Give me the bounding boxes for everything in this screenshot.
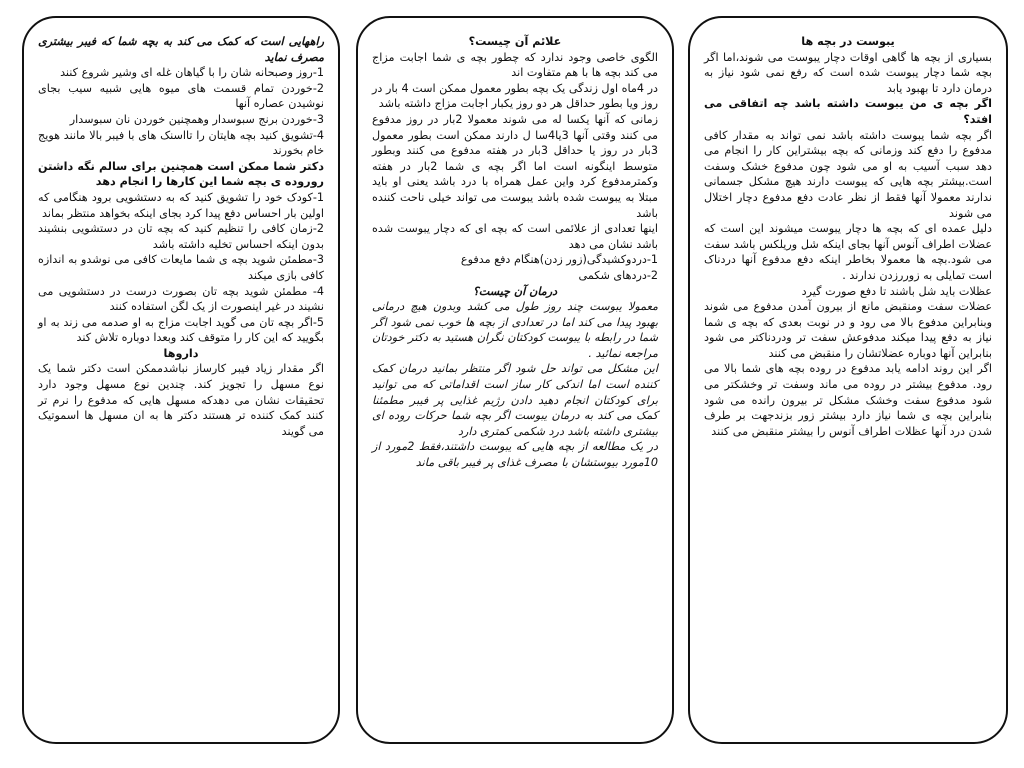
treatment-heading: درمان آن چیست؟: [472, 284, 558, 298]
fiber-tip-3: 3-خوردن برنج سبوسدار وهمچنین خوردن نان سبوسدار: [69, 112, 324, 126]
symptoms-paragraph-4: اینها تعدادی از علائمی است که بچه ای که دچار یبوست شده باشد نشان می دهد: [372, 222, 658, 251]
treatment-paragraph-3: در یک مطالعه از بچه هایی که یبوست داشتند،فقط 2مورد از 10مورد بیوستشان با مصرف غذای پر فیبر باقی ماند: [372, 440, 658, 470]
fiber-tip-1: 1-روز وصبحانه شان را با گیاهان غله ای وشیر شروع کنند: [60, 66, 324, 80]
muscles-note: عظلات باید شل باشند تا دفع صورت گیرد: [801, 284, 992, 298]
fiber-tip-4: 4-تشویق کنید بچه هایتان را تااسنک های با فیبر بالا مانند هویج خام بخورند: [38, 128, 324, 158]
right-panel: [688, 16, 1008, 744]
doctor-advice-4: 4- مطمئن شوید بچه تان بصورت درست در دستشویی می نشیند در غیر اینصورت از یک لگن استفاده کنند: [38, 284, 324, 314]
main-cause-paragraph: دلیل عمده ای که بچه ها دچار یبوست میشوند این است که عضلات اطراف آنوس آنها بجای اینکه شل وریلکس باشد سفت می شود.بچه ها معمولا بخاطر اینکه دفع مدفوع آنها دردناک است تمایلی به زوررزدن ندارند .: [704, 222, 992, 282]
medicines-heading: داروها: [163, 346, 199, 360]
what-happens-paragraph: اگر بچه شما یبوست داشته باشد نمی تواند به مقدار کافی مدفوع را دفع کند وزمانی که بچه بیشتراین کار را انجام می دهد سبب آسیب به او می شود چون مدفوع خشک وسفت است.بیشتر بچه هایی که یبوست دارند هیچ مشکل جسمانی ندارند معمولا آنها فقط از نظر عادت دفع مدفوع دچار اختلال می شوند: [704, 128, 992, 220]
fiber-tip-2: 2-خوردن تمام قسمت های میوه هایی شبیه سیب بجای نوشیدن عصاره آنها: [38, 81, 324, 111]
symptoms-heading: علائم آن چیست؟: [468, 35, 562, 48]
symptom-item-2: 2-دردهای شکمی: [578, 268, 658, 282]
doctor-advice-1: 1-کودک خود را تشویق کنید که به دستشویی برود هنگامی که اولین بار احساس دفع پیدا کرد بجای اینکه بخواهد منتظر بماند: [38, 190, 324, 220]
symptoms-paragraph-3: زمانی که آنها یکسا له می شوند معمولا 2بار در روز مدفوع می کنند وقتی آنها 3یا4سا ل دارند ممکن است بطور معمول 3بار در روز یا حداقل 3بار در هفته مدفوع می کنند وبطور متوسط اینگونه است اما اگر بچه ی شما 2بار در هفته وکمترمدفوع کرد واین عمل همراه با درد باشد یعنی او باید مبتلا به یبوست شده باشد یبوست می تواند خیلی ناحت کننده باشد: [372, 112, 659, 220]
middle-panel: [356, 16, 674, 744]
right-column-text: [704, 34, 992, 439]
middle-column-text: [372, 34, 658, 471]
doctor-advice-heading: دکتر شما ممکن است همچنین برای سالم نگه داشتن روروده ی بچه شما این کارها را انجام دهد: [38, 159, 324, 189]
doctor-advice-3: 3-مطمئن شوید بچه ی شما مایعات کافی می نوشدو به اندازه کافی بازی میکند: [38, 253, 324, 282]
left-panel: [22, 16, 340, 744]
cycle-paragraph: اگر این روند ادامه یابد مدفوع در روده بچه های شما بالا می رود. مدفوع بیشتر در روده می ماند وسفت تر وخشکتر می شود مدفوع سفت وخشک مشکل تر بیرون رانده می شود بنابراین بچه ی شما نیاز دارد بیشتر زور بزندجهت بر طرف شدن درد آنها عظلات اطراف آنوس را بیشتر منقبض می کنند: [704, 362, 992, 438]
left-panel-title: راههایی است که کمک می کند به بچه شما که فیبر بیشتری مصرف نماید: [38, 35, 324, 64]
constipation-title: یبوست در بچه ها: [801, 35, 895, 48]
what-happens-question: اگر بچه ی من یبوست داشته باشد چه اتفاقی می افتد؟: [704, 97, 992, 126]
symptoms-paragraph-1: الگوی خاصی وجود ندارد که چطور بچه ی شما اجابت مزاج می کند بچه ها با هم متفاوت اند: [372, 50, 658, 80]
medicines-paragraph: اگر مقدار زیاد فیبر کارساز نباشدممکن است دکتر شما یک نوع مسهل را تجویز کند. چندین نوع مسهل وجود دارد تحقیقات نشان می دهدکه مسهل هایی که مدفوع را نرم تر کنند کمک کننده تر هستند دکتر ها به ان مسهل ها اسموتیک می گویند: [38, 362, 324, 438]
treatment-paragraph-1: معمولا یبوست چند روز طول می کشد وبدون هیچ درمانی بهبود پیدا می کند اما در تعدادی از بچه ها خوب نمی شود اگر شما در رابطه با یبوست کودکتان نگران هستید به دکتر خودتان مراجعه نمائید .: [372, 300, 658, 360]
treatment-paragraph-2: این مشکل می تواند حل شود اگر منتظر بمانید درمان کمک کننده است اما اندکی کار ساز است اقداماتی که می توانید برای کودکتان انجام دهید دادن رژیم غذایی پر فیبر مطمئنا کمک می کند به درمان یبوست اگر بچه شما حرکات روده ای بیشتری داشته باشد درد شکمی کمتری دارد: [372, 362, 658, 438]
symptom-item-1: 1-دردوکشیدگی(زور زدن)هنگام دفع مدفوع: [460, 253, 658, 267]
doctor-advice-2: 2-زمان کافی را تنظیم کنید که بچه تان در دستشویی بنشیند بدون اینکه احساس تخلیه داشته باشد: [38, 222, 324, 251]
symptoms-paragraph-2: در 4ماه اول زندگی یک بچه بطور معمول ممکن است 4 بار در روز ویا بطور حداقل هر دو روز یکبار اجابت مزاج داشته باشد: [372, 81, 658, 111]
intro-paragraph: بسیاری از بچه ها گاهی اوقات دچار یبوست می شوند،اما اگر بچه شما دچار یبوست شده است که رفع نمی شود نیاز به درمان دارد تا بهبود یابد: [704, 50, 992, 95]
doctor-advice-5: 5-اگر بچه تان می گوید اجابت مزاج به او صدمه می زند به او بگویید که این کار را متوقف کند وبعدا دوباره تلاش کند: [38, 315, 324, 345]
left-column-text: [38, 34, 324, 439]
tight-muscles-paragraph: عضلات سفت ومنقبض مانع از بیرون آمدن مدفوع می شوند وبنابراین مدفوع بالا می رود و در نوبت بعدی که بچه ی شما نیاز به دفع پیدا میکند مدفوعش سفت تر ودردناکتر می شود بنابراین آنها دوباره عضلاتشان را منقبض می کنند: [704, 300, 992, 360]
